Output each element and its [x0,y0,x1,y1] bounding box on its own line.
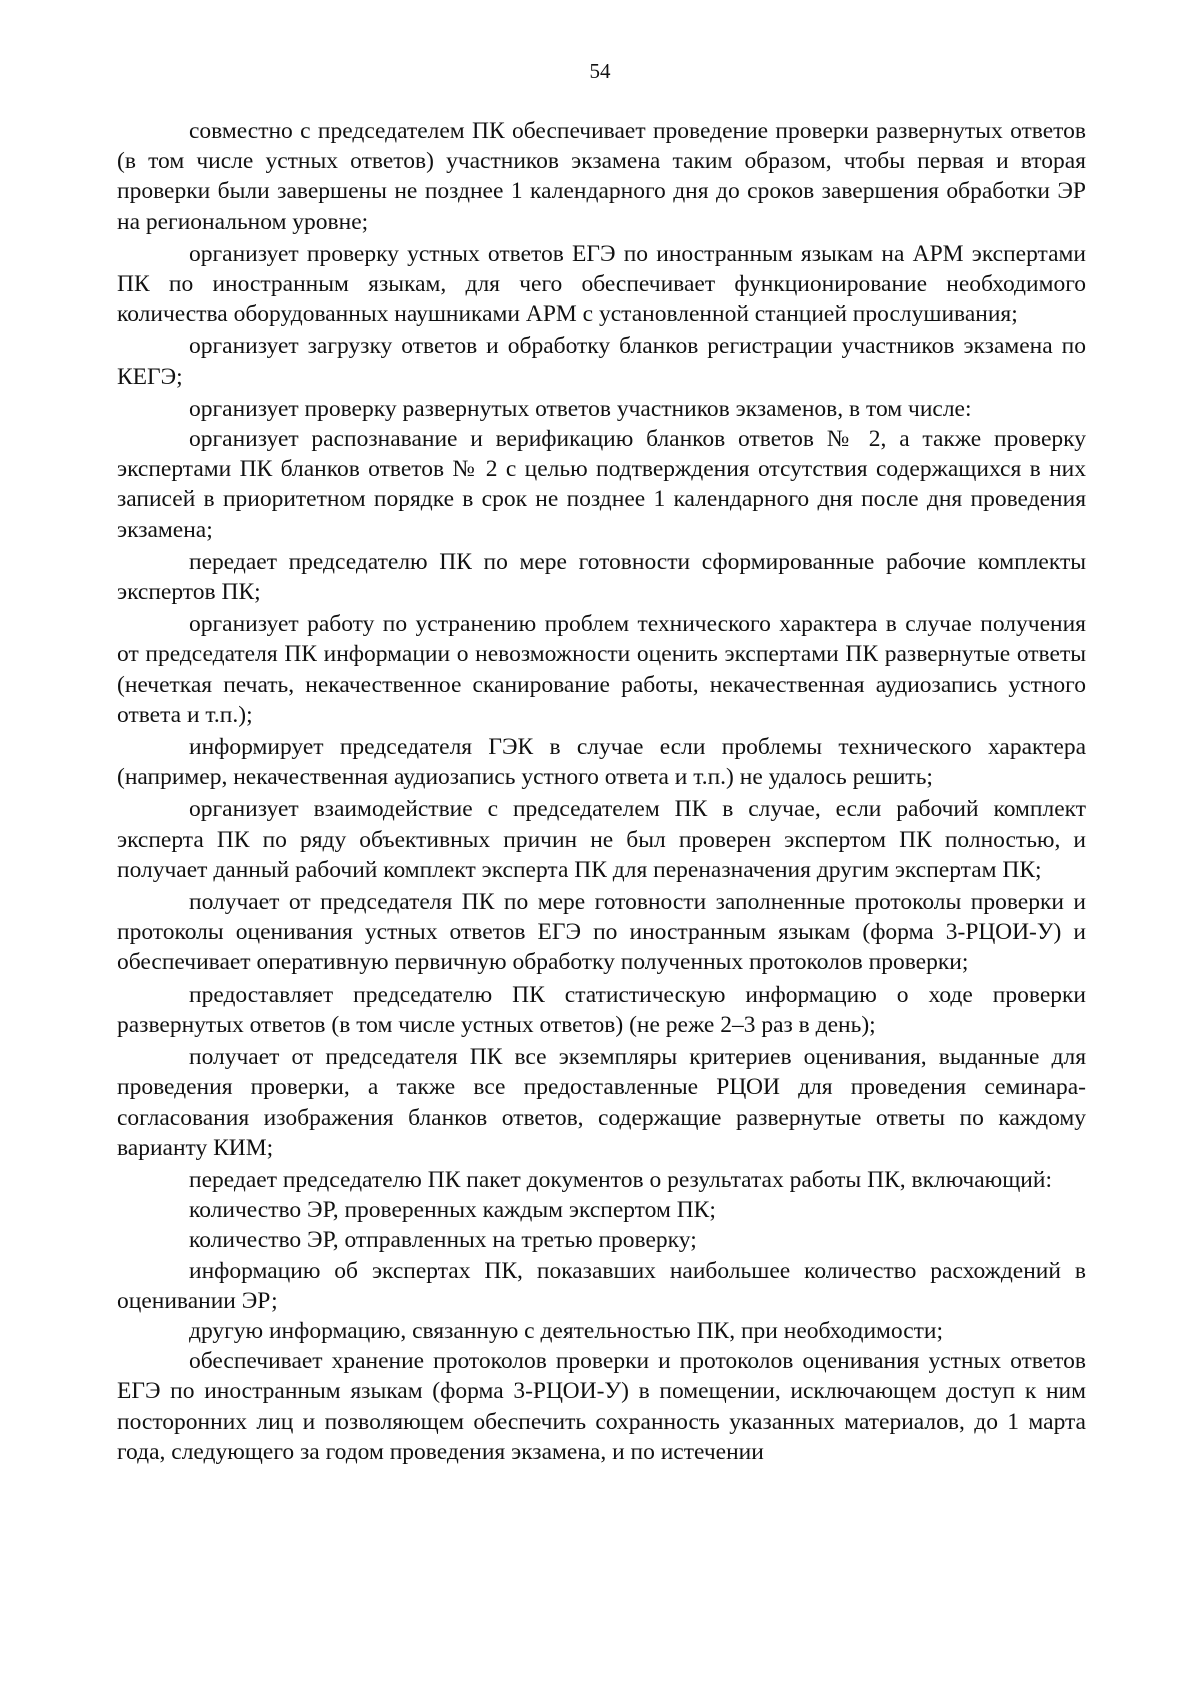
paragraph: организует работу по устранению проблем технического характера в случае получения от председателя ПК информации о невозможности оценить экспертами ПК развернутые ответы (нечеткая печать, некачественное сканирование работы, некачественная аудиозапись устного ответа и т.п.); [117,611,1086,728]
page-body [117,116,1086,1467]
paragraph: передает председателю ПК пакет документов о результатах работы ПК, включающий: [189,1166,1052,1193]
paragraph: организует проверку развернутых ответов участников экзаменов, в том числе: [189,395,972,422]
paragraph: передает председателю ПК по мере готовности сформированные рабочие комплекты экспертов ПК; [117,548,1086,606]
paragraph: организует взаимодействие с председателем ПК в случае, если рабочий комплект эксперта ПК по ряду объективных причин не был проверен экспертом ПК полностью, и получает данный рабочий комплект эксперта ПК для переназначения другим экспертам ПК; [117,796,1086,883]
list-item: другую информацию, связанную с деятельностью ПК, при необходимости; [189,1317,944,1344]
paragraph: организует проверку устных ответов ЕГЭ по иностранным языкам на АРМ экспертами ПК по иностранным языкам, для чего обеспечивает функционирование необходимого количества оборудованных наушниками АРМ с установленной станцией прослушивания; [117,240,1086,328]
list-item: количество ЭР, проверенных каждым экспертом ПК; [189,1197,716,1224]
paragraph: информирует председателя ГЭК в случае если проблемы технического характера (например, некачественная аудиозапись устного ответа и т.п.) не удалось решить; [117,734,1086,791]
paragraph: организует загрузку ответов и обработку бланков регистрации участников экзамена по КЕГЭ; [117,333,1086,390]
paragraph: получает от председателя ПК все экземпляры критериев оценивания, выданные для проведения проверки, а также все предоставленные РЦОИ для проведения семинара-согласования изображения бланков ответов, содержащие развернутые ответы по каждому варианту КИМ; [117,1044,1086,1161]
paragraph: получает от председателя ПК по мере готовности заполненные протоколы проверки и протоколы оценивания устных ответов ЕГЭ по иностранным языкам (форма 3-РЦОИ-У) и обеспечивает оперативную первичную обработку полученных протоколов проверки; [117,889,1086,976]
paragraph: предоставляет председателю ПК статистическую информацию о ходе проверки развернутых ответов (в том числе устных ответов) (не реже 2–3 раз в день); [117,981,1086,1038]
list-item: количество ЭР, отправленных на третью проверку; [189,1227,697,1254]
paragraph: обеспечивает хранение протоколов проверки и протоколов оценивания устных ответов ЕГЭ по иностранным языкам (форма 3-РЦОИ-У) в помещении, исключающем доступ к ним посторонних лиц и позволяющем обеспечить сохранность указанных материалов, до 1 марта года, следующего за годом проведения экзамена, и по истечении [117,1348,1086,1465]
paragraph: совместно с председателем ПК обеспечивает проведение проверки развернутых ответов (в том числе устных ответов) участников экзамена таким образом, чтобы первая и вторая проверки были завершены не позднее 1 календарного дня до сроков завершения обработки ЭР на региональном уровне; [117,118,1086,235]
list-item: информацию об экспертах ПК, показавших наибольшее количество расхождений в оценивании ЭР; [117,1257,1086,1314]
paragraph: организует распознавание и верификацию бланков ответов № 2, а также проверку экспертами ПК бланков ответов № 2 с целью подтверждения отсутствия содержащихся в них записей в приоритетном порядке в срок не позднее 1 календарного дня после дня проведения экзамена; [117,426,1086,543]
page-number: 54 [589,59,611,83]
